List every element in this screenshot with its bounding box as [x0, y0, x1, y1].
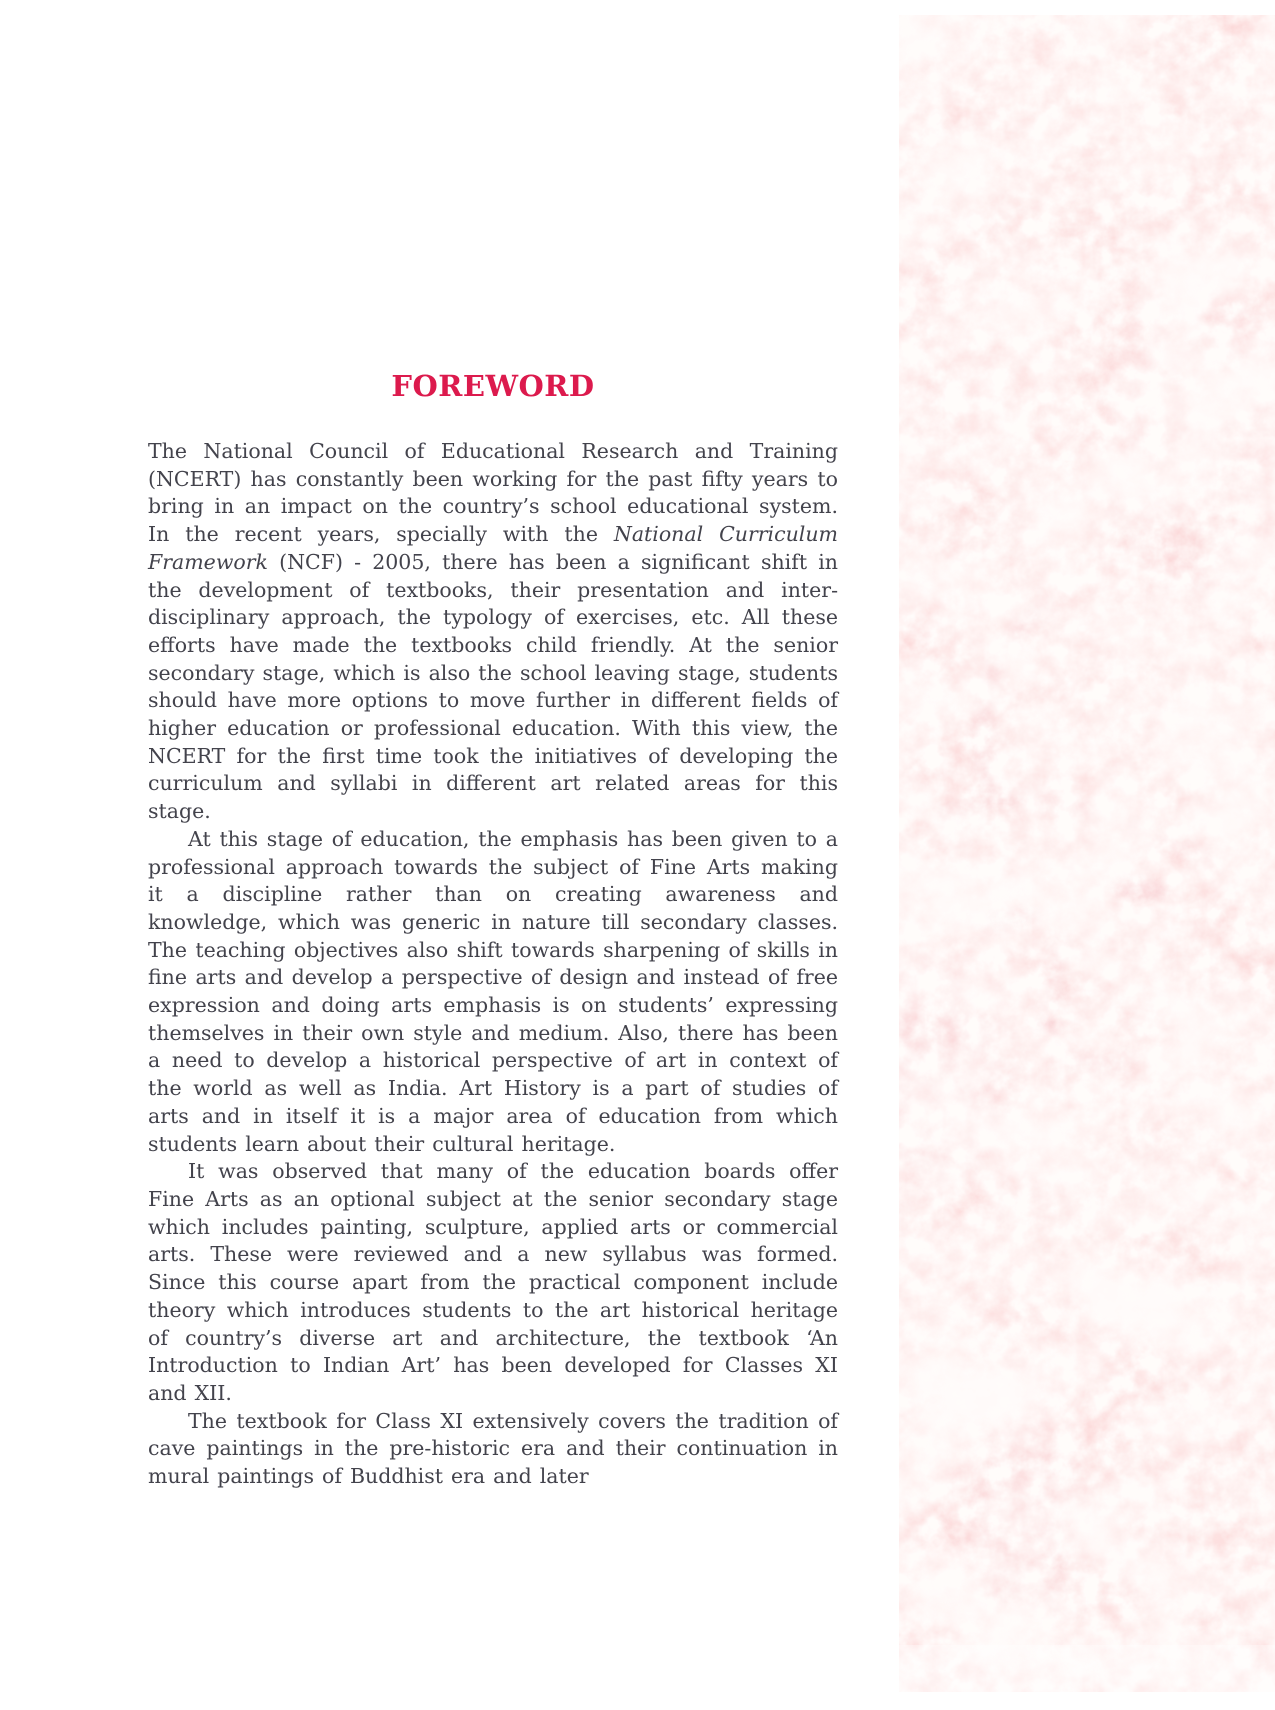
body-text — [148, 438, 838, 1491]
text-run: At this stage of education, the emphasis has been given to a professional approach towards the subject of Fine Arts making it a discipline rather than on creating awareness and knowledge, which was generic in nature till secondary classes. The teaching objectives also shift towards sharpening of skills in fine arts and develop a perspective of design and instead of free expression and doing arts emphasis is on students’ expressing themselves in their own style and medium. Also, there has been a need to develop a historical perspective of art in context of the world as well as India. Art History is a part of studies of arts and in itself it is a major area of education from which students learn about their cultural heritage. — [148, 826, 838, 1156]
foreword-content — [148, 370, 838, 1491]
paragraph — [148, 1408, 838, 1491]
text-run: It was observed that many of the education boards offer Fine Arts as an optional subject at the senior secondary stage which includes painting, sculpture, applied arts or commercial arts. These were reviewed and a new syllabus was formed. Since this course apart from the practical component include theory which introduces students to the art historical heritage of country’s diverse art and architecture, the textbook ‘An Introduction to Indian Art’ has been developed for Classes XI and XII. — [148, 1159, 838, 1405]
paragraph — [148, 1158, 838, 1407]
buddha-mural-image — [899, 15, 1275, 1692]
text-run: The textbook for Class XI extensively covers the tradition of cave paintings in the pre-historic era and their continuation in mural paintings of Buddhist era and later — [148, 1408, 838, 1489]
page-title: FOREWORD — [391, 369, 595, 403]
italic-text-run: National Curriculum Framework — [148, 522, 838, 574]
text-run: The National Council of Educational Research and Training (NCERT) has constantly been working for the past fifty years to bring in an impact on the country’s school educational system. In the recent years, specially with the — [148, 439, 838, 547]
text-run: (NCF) - 2005, there has been a significant shift in the development of textbooks, their presentation and inter-disciplinary approach, the typology of exercises, etc. All these efforts have made the textbooks child friendly. At the senior secondary stage, which is also the school leaving stage, students should have more options to move further in different fields of higher education or professional education. With this view, the NCERT for the first time took the initiatives of developing the curriculum and syllabi in different art related areas for this stage. — [148, 549, 838, 824]
paragraph — [148, 438, 838, 826]
paragraph — [148, 826, 838, 1158]
decorative-buddha-artwork — [899, 15, 1275, 1692]
